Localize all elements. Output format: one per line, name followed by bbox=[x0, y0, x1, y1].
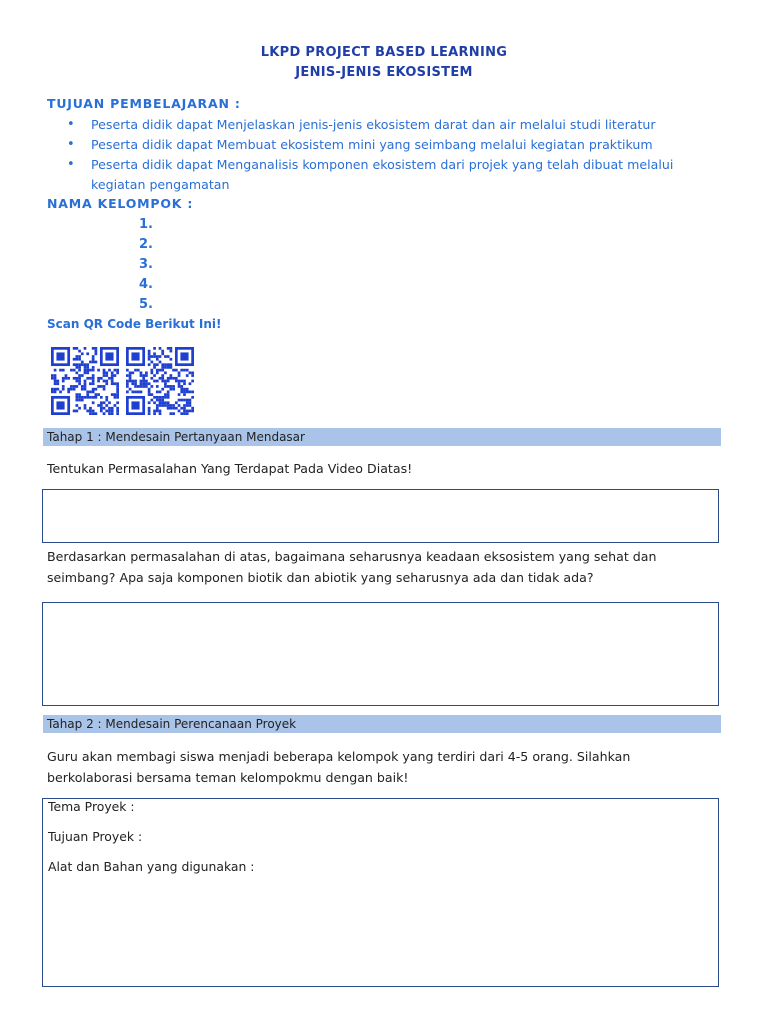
stage-1-header: Tahap 1 : Mendesain Pertanyaan Mendasar bbox=[43, 428, 721, 446]
group-members-list bbox=[139, 215, 153, 315]
project-tools-label: Alat dan Bahan yang digunakan : bbox=[48, 859, 255, 874]
stage-1-question-2: Berdasarkan permasalahan di atas, bagaimana seharusnya keadaan eksosistem yang sehat dan seimbang? Apa saja komponen biotik dan abiotik yang seharusnya ada dan tidak ada? bbox=[47, 549, 657, 585]
objectives-list bbox=[63, 115, 713, 195]
stage-2-header: Tahap 2 : Mendesain Perencanaan Proyek bbox=[43, 715, 721, 733]
member-number: 4. bbox=[139, 277, 153, 292]
answer-box-2[interactable] bbox=[42, 602, 719, 706]
worksheet-title: LKPD PROJECT BASED LEARNING bbox=[260, 45, 508, 60]
project-goal-label: Tujuan Proyek : bbox=[48, 829, 143, 844]
scan-qr-label: Scan QR Code Berikut Ini! bbox=[47, 317, 222, 331]
objective-item: • Peserta didik dapat Menjelaskan jenis-jenis ekosistem darat dan air melalui studi literatur bbox=[63, 115, 713, 135]
answer-box-1[interactable] bbox=[42, 489, 719, 543]
qr-code-icon[interactable] bbox=[49, 347, 121, 415]
member-number: 5. bbox=[139, 297, 153, 312]
stage-2-instruction: Guru akan membagi siswa menjadi beberapa kelompok yang terdiri dari 4-5 orang. Silahkan berkolaborasi bersama teman kelompokmu dengan baik! bbox=[47, 749, 631, 785]
group-heading: NAMA KELOMPOK : bbox=[47, 196, 194, 211]
member-number: 2. bbox=[139, 237, 153, 252]
project-plan-box[interactable] bbox=[42, 798, 719, 987]
objective-item: • Peserta didik dapat Menganalisis komponen ekosistem dari projek yang telah dibuat melalui kegiatan pengamatan bbox=[63, 155, 713, 195]
member-number: 1. bbox=[139, 217, 153, 232]
objective-item: • Peserta didik dapat Membuat ekosistem mini yang seimbang melalui kegiatan praktikum bbox=[63, 135, 713, 155]
objectives-heading: TUJUAN PEMBELAJARAN : bbox=[47, 96, 241, 111]
worksheet-subtitle: JENIS-JENIS EKOSISTEM bbox=[295, 65, 473, 80]
qr-code-icon[interactable] bbox=[124, 347, 196, 415]
member-number: 3. bbox=[139, 257, 153, 272]
project-theme-label: Tema Proyek : bbox=[48, 799, 135, 814]
stage-1-question-1: Tentukan Permasalahan Yang Terdapat Pada Video Diatas! bbox=[47, 461, 413, 476]
